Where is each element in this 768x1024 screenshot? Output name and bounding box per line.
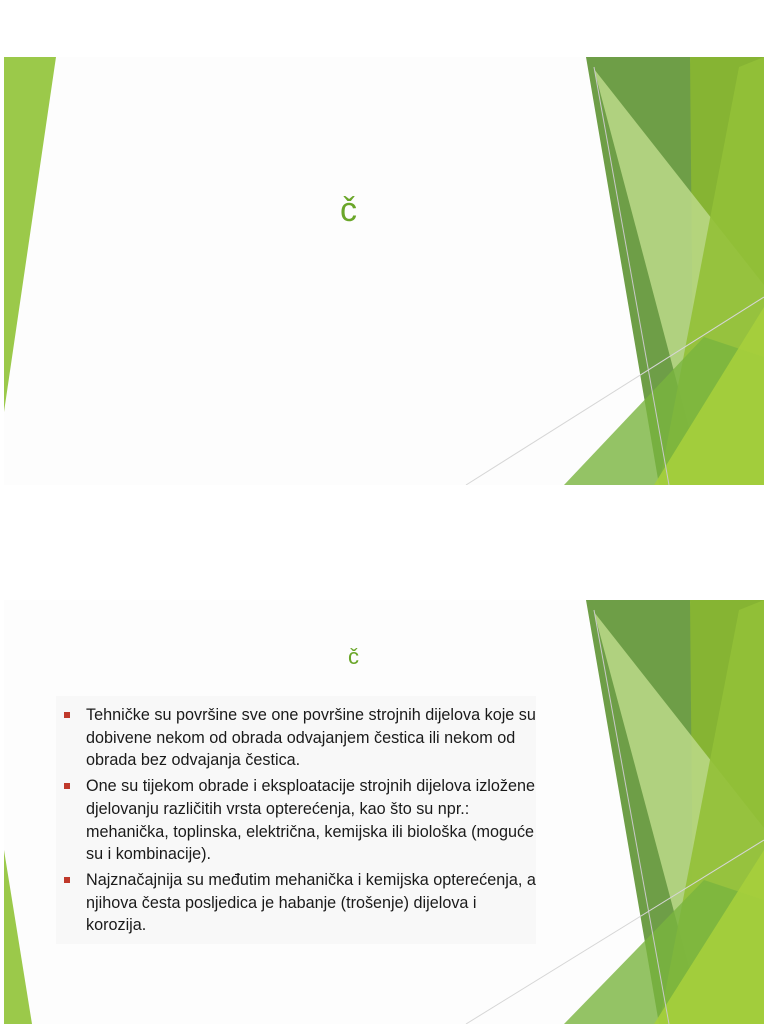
left-green-stripe: [4, 850, 32, 1024]
list-item: [60, 775, 540, 866]
slide-1-title: č: [340, 191, 357, 229]
list-item: [60, 869, 540, 937]
bullet-text: One su tijekom obrade i eksploatacije strojnih dijelova izložene djelovanju različitih vrsta opterećenja, kao što su npr.: mehanička, toplinska, električna, kemijska ili biološka (moguće su i kombinacije).: [86, 777, 535, 864]
bullet-list: [60, 704, 540, 940]
slide-2: [4, 600, 764, 1024]
square-bullet-icon: [64, 877, 70, 883]
slide-1-decoration: [4, 57, 764, 485]
slide-2-title: č: [348, 644, 359, 669]
square-bullet-icon: [64, 783, 70, 789]
square-bullet-icon: [64, 712, 70, 718]
bullet-text: Najznačajnija su međutim mehanička i kemijska opterećenja, a njihova česta posljedica je habanje (trošenje) dijelova i korozija.: [86, 870, 536, 935]
bullet-text: Tehničke su površine sve one površine strojnih dijelova koje su dobivene nekom od obrada odvajanjem čestica ili nekom od obrada bez odvajanja čestica.: [86, 706, 536, 770]
slide-1: [4, 57, 764, 485]
list-item: [60, 704, 540, 772]
left-green-stripe: [4, 57, 56, 412]
